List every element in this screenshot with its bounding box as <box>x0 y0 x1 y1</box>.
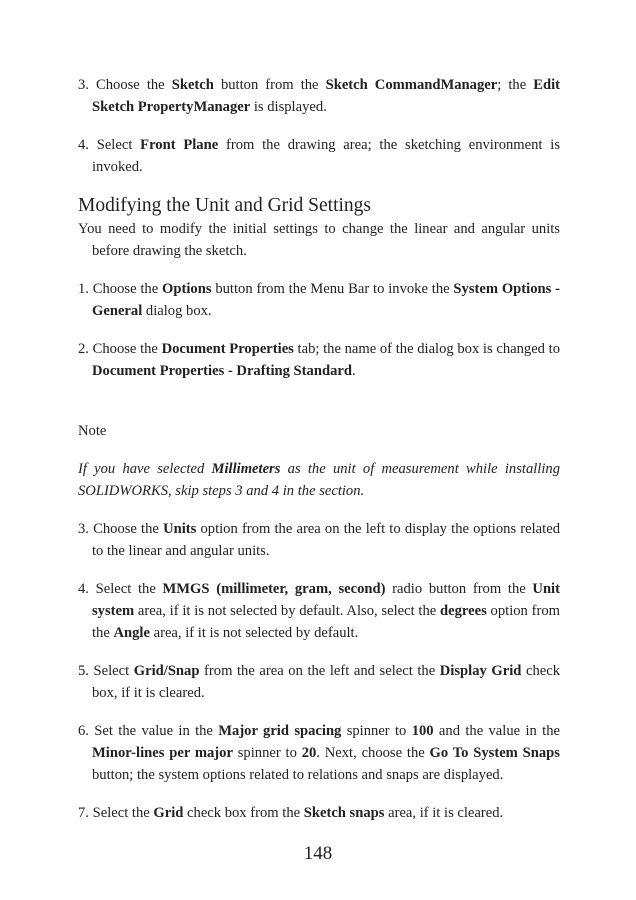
step-7-grid-checkbox <box>78 802 560 824</box>
text-run: check box from the <box>183 805 304 821</box>
text-run: 5. Select <box>78 663 134 679</box>
bold-term: Front Plane <box>140 137 219 153</box>
step-3-sketch <box>78 74 560 118</box>
text-run: . <box>351 363 356 379</box>
text-run: If you have selected <box>78 461 212 477</box>
text-run: 4. Select the <box>78 581 163 597</box>
bold-term: Document Properties - Drafting Standard <box>92 363 352 379</box>
text-run: 1. Choose the <box>78 281 163 297</box>
text-run: area, if it is not selected by default. <box>149 625 359 641</box>
bold-term: Millimeters <box>211 461 281 477</box>
text-run: option from the <box>92 603 560 641</box>
text-run: . Next, choose the <box>316 745 430 761</box>
section-heading: Modifying the Unit and Grid Settings <box>78 195 372 216</box>
bold-term: 20 <box>301 745 317 761</box>
text-run: 3. Choose the <box>78 521 164 537</box>
bold-term: Sketch <box>171 77 214 93</box>
text-run: 6. Set the value in the <box>78 723 219 739</box>
text-run: as the unit of measurement while installing SOLIDWORKS, skip steps 3 and 4 in the section. <box>78 461 560 499</box>
bold-term: Display Grid <box>439 663 522 679</box>
bold-term: Units <box>163 521 197 537</box>
note-text <box>78 458 560 502</box>
bold-term: Go To System Snaps <box>429 745 560 761</box>
text-run: button; the system options related to relations and snaps are displayed. <box>92 767 504 783</box>
bold-term: Minor-lines per major <box>92 745 233 761</box>
step-1-options <box>78 278 560 322</box>
bold-term: degrees <box>440 603 487 619</box>
bold-term: Major grid spacing <box>218 723 342 739</box>
section-intro: You need to modify the initial settings to change the linear and angular units before drawing the sketch. <box>78 221 560 259</box>
bold-term: Grid/Snap <box>133 663 200 679</box>
text-run: and the value in the <box>433 723 560 739</box>
bold-term: Edit Sketch PropertyManager <box>92 77 560 115</box>
bold-term: MMGS (millimeter, gram, second) <box>162 581 386 597</box>
bold-term: Document Properties <box>161 341 294 357</box>
text-run: area, if it is not selected by default. Also, select the <box>134 603 441 619</box>
text-run: spinner to <box>232 745 302 761</box>
text-run: 4. Select <box>78 137 141 153</box>
bold-term: Unit system <box>92 581 560 619</box>
bold-term: Sketch CommandManager <box>325 77 498 93</box>
step-4-mmgs <box>78 578 560 644</box>
text-run: area, if it is cleared. <box>384 805 504 821</box>
text-run: tab; the name of the dialog box is changed to <box>293 341 560 357</box>
step-3-units <box>78 518 560 562</box>
text-run: 2. Choose the <box>78 341 162 357</box>
text-run: button from the Menu Bar to invoke the <box>211 281 454 297</box>
bold-term: Sketch snaps <box>303 805 385 821</box>
note-label: Note <box>78 423 107 439</box>
text-run: button from the <box>213 77 326 93</box>
text-run: 3. Choose the <box>78 77 172 93</box>
step-4-front-plane <box>78 134 560 178</box>
text-run: is displayed. <box>250 99 327 115</box>
bold-term: Grid <box>153 805 184 821</box>
text-run: check box, if it is cleared. <box>92 663 560 701</box>
bold-term: Options <box>162 281 212 297</box>
text-run: option from the area on the left to display the options related to the linear and angular units. <box>92 521 560 559</box>
page-number: 148 <box>303 843 333 864</box>
step-5-grid-snap <box>78 660 560 704</box>
text-run: 7. Select the <box>78 805 154 821</box>
step-6-grid-spacing <box>78 720 560 786</box>
text-run: ; the <box>497 77 534 93</box>
text-run: dialog box. <box>142 303 212 319</box>
step-2-document-properties <box>78 338 560 382</box>
bold-term: System Options - General <box>92 281 560 319</box>
bold-term: 100 <box>411 723 434 739</box>
text-run: from the drawing area; the sketching environment is invoked. <box>92 137 560 175</box>
bold-term: Angle <box>113 625 150 641</box>
text-run: radio button from the <box>385 581 533 597</box>
text-run: spinner to <box>341 723 412 739</box>
document-page <box>78 74 560 824</box>
text-run: from the area on the left and select the <box>199 663 440 679</box>
